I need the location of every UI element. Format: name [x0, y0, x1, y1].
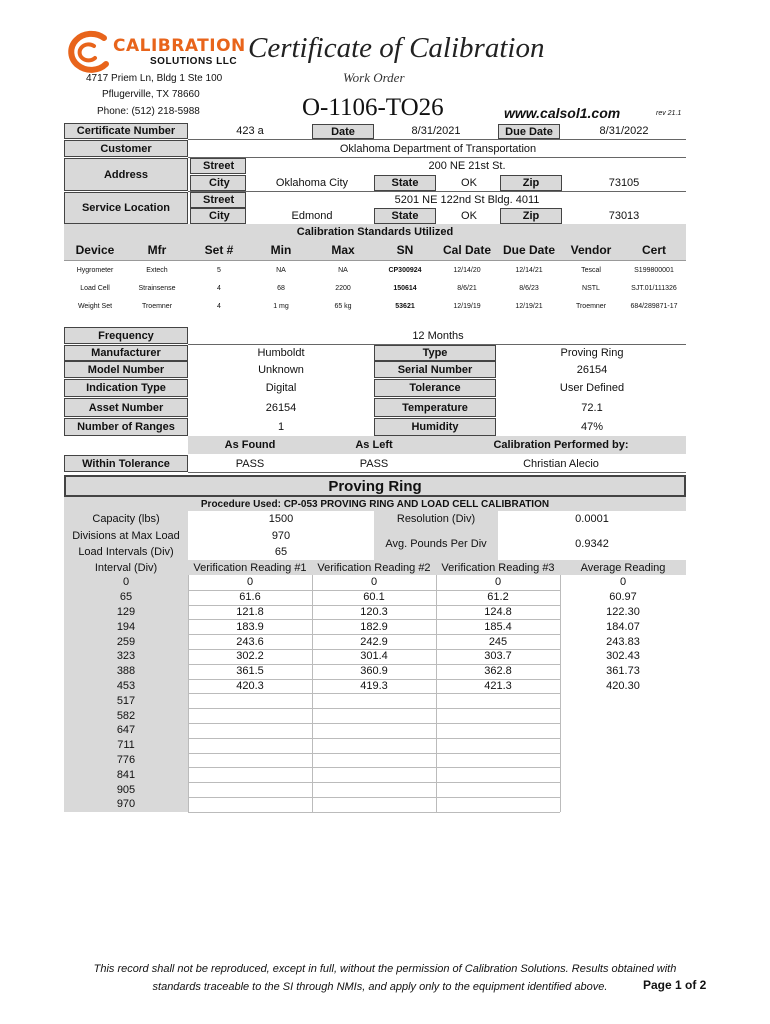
standards-cell: 12/14/20	[453, 266, 481, 274]
standards-cell: Tescal	[581, 266, 601, 274]
standards-cell: Extech	[146, 266, 168, 274]
interval-cell: 323	[64, 649, 188, 664]
cert-number-label: Certificate Number	[64, 123, 188, 139]
interval-cell: 453	[64, 679, 188, 694]
readings-header-cell: Interval (Div)	[64, 560, 188, 575]
as-left-value: PASS	[359, 457, 389, 470]
divisions-value: 970	[271, 529, 291, 542]
standards-cell: Weight Set	[77, 302, 113, 310]
interval-cell: 905	[64, 782, 188, 797]
standards-header-cell: Min	[270, 243, 292, 257]
readings-header-cell: Verification Reading #3	[436, 560, 560, 575]
reading-cell	[188, 753, 312, 768]
reading-cell: 0	[246, 576, 254, 589]
asset-label: Asset Number	[64, 398, 188, 417]
reading-cell	[560, 753, 686, 768]
interval-cell: 65	[64, 590, 188, 605]
avg-pounds-label: Avg. Pounds Per Div	[374, 527, 498, 560]
reading-cell	[312, 693, 436, 708]
interval-cell: 582	[64, 708, 188, 723]
standards-cell: Load Cell	[80, 284, 110, 292]
work-order-label: Work Order	[343, 70, 405, 85]
performed-by-label: Calibration Performed by:	[436, 436, 686, 454]
reading-cell: 61.6	[239, 591, 261, 604]
customer-label: Customer	[64, 140, 188, 157]
serial-label: Serial Number	[374, 361, 496, 378]
reading-cell	[312, 738, 436, 753]
interval-cell: 711	[64, 738, 188, 753]
reading-cell	[436, 693, 560, 708]
reading-cell: 183.9	[236, 620, 264, 633]
standards-cell: 8/6/21	[457, 284, 477, 292]
reading-cell	[436, 797, 560, 812]
reading-cell	[560, 797, 686, 812]
standards-header-cell: Vendor	[570, 243, 612, 257]
service-zip-value: 73013	[608, 210, 640, 222]
reading-cell	[188, 723, 312, 738]
standards-cell: 5	[217, 266, 221, 274]
standards-cell: 12/19/21	[515, 302, 543, 310]
standards-cell: 68	[277, 284, 285, 292]
standards-header-cell: Cal Date	[442, 243, 492, 257]
standards-cell: 8/6/23	[519, 284, 539, 292]
page-number: Page 1 of 2	[643, 978, 707, 992]
date-label: Date	[312, 124, 374, 139]
interval-cell: 129	[64, 605, 188, 620]
ranges-label: Number of Ranges	[64, 418, 188, 436]
reading-cell	[436, 723, 560, 738]
reading-cell: 419.3	[360, 679, 388, 692]
company-address-1: 4717 Priem Ln, Bldg 1 Ste 100	[86, 73, 223, 84]
reading-cell: 362.8	[484, 665, 512, 678]
certificate-title: Certificate of Calibration	[248, 32, 545, 64]
address-street-label: Street	[190, 158, 246, 174]
reading-cell: 60.1	[363, 591, 385, 604]
capacity-value: 1500	[268, 513, 294, 525]
reading-cell: 120.3	[360, 605, 388, 618]
logo-text: CALIBRATION	[113, 36, 246, 56]
service-city-value: Edmond	[291, 210, 333, 222]
readings-header-cell: Verification Reading #1	[188, 560, 312, 575]
standards-cell: NA	[338, 266, 348, 274]
reading-cell: 0	[619, 576, 627, 589]
interval-cell: 647	[64, 723, 188, 738]
reading-cell	[312, 753, 436, 768]
standards-cell: 150614	[393, 284, 417, 292]
interval-cell: 0	[64, 575, 188, 590]
reading-cell	[560, 693, 686, 708]
reading-cell	[436, 767, 560, 782]
standards-cell: 4	[217, 284, 221, 292]
reading-cell	[188, 738, 312, 753]
reading-cell: 302.43	[606, 650, 640, 663]
standards-cell: 53621	[395, 302, 415, 310]
standards-cell: 684/289871-17	[630, 302, 678, 310]
standards-cell: 2200	[335, 284, 351, 292]
reading-cell: 243.83	[606, 635, 640, 648]
reading-cell: 301.4	[360, 650, 388, 663]
service-state-label: State	[374, 208, 436, 224]
reading-cell: 245	[488, 635, 508, 648]
standards-header-cell: Due Date	[502, 243, 555, 257]
standards-header-cell: Mfr	[147, 243, 167, 257]
reading-cell	[312, 767, 436, 782]
reading-cell	[436, 708, 560, 723]
procedure-used: Procedure Used: CP-053 PROVING RING AND LOAD CELL CALIBRATION	[64, 497, 686, 511]
performed-by-value: Christian Alecio	[523, 457, 599, 470]
frequency-label: Frequency	[64, 327, 188, 344]
tolerance-value: User Defined	[559, 382, 625, 394]
standards-cell: 65 kg	[334, 302, 352, 310]
standards-cell: SJT.01/111326	[631, 284, 677, 292]
readings-header-cell: Verification Reading #2	[312, 560, 436, 575]
as-found-label: As Found	[188, 436, 312, 454]
reading-cell: 122.30	[606, 605, 640, 618]
reading-cell	[560, 767, 686, 782]
reading-cell: 182.9	[360, 620, 388, 633]
company-website[interactable]: www.calsol1.com	[504, 105, 621, 121]
revision-label: rev 21.1	[656, 110, 682, 117]
reading-cell: 421.3	[484, 679, 512, 692]
standards-header-cell: SN	[396, 243, 414, 257]
manufacturer-label: Manufacturer	[64, 345, 188, 361]
reading-cell	[312, 782, 436, 797]
frequency-value: 12 Months	[412, 329, 464, 342]
ranges-value: 1	[277, 421, 285, 433]
reading-cell: 121.8	[236, 605, 264, 618]
address-state-value: OK	[461, 177, 477, 189]
reading-cell: 302.2	[236, 650, 264, 663]
standards-header-cell: Max	[331, 243, 355, 257]
address-zip-label: Zip	[500, 175, 562, 191]
standards-cell: 12/14/21	[515, 266, 543, 274]
serial-value: 26154	[576, 363, 608, 376]
reading-cell	[312, 723, 436, 738]
load-intervals-value: 65	[274, 546, 288, 558]
interval-cell: 776	[64, 753, 188, 768]
indication-value: Digital	[265, 382, 297, 394]
reading-cell: 0	[494, 576, 502, 589]
interval-cell: 970	[64, 797, 188, 812]
reading-cell	[188, 693, 312, 708]
address-street-value: 200 NE 21st St.	[428, 160, 506, 172]
service-city-label: City	[190, 208, 246, 224]
reading-cell	[436, 738, 560, 753]
standards-header-cell: Cert	[641, 243, 666, 257]
date-value: 8/31/2021	[411, 125, 461, 137]
service-street-value: 5201 NE 122nd St Bldg. 4011	[394, 194, 540, 206]
as-found-value: PASS	[235, 457, 265, 470]
address-label: Address	[64, 158, 188, 191]
service-zip-label: Zip	[500, 208, 562, 224]
reading-cell: 185.4	[484, 620, 512, 633]
temperature-label: Temperature	[374, 398, 496, 417]
footer-disclaimer-2: standards traceable to the SI through NMIs, and apply only to the equipment identified above.	[152, 981, 608, 993]
standards-cell: NSTL	[582, 284, 600, 292]
reading-cell	[560, 782, 686, 797]
reading-cell: 361.73	[606, 665, 640, 678]
temperature-value: 72.1	[581, 401, 603, 414]
reading-cell: 184.07	[606, 620, 640, 633]
interval-cell: 259	[64, 634, 188, 649]
logo-subtext: SOLUTIONS LLC	[150, 56, 238, 67]
reading-cell: 361.5	[236, 665, 264, 678]
standards-cell: 12/19/19	[453, 302, 481, 310]
standards-cell: CP300924	[388, 266, 422, 274]
reading-cell: 420.30	[606, 679, 640, 692]
address-state-label: State	[374, 175, 436, 191]
service-location-label: Service Location	[64, 192, 188, 224]
reading-cell	[188, 767, 312, 782]
manufacturer-value: Humboldt	[257, 347, 305, 359]
footer-disclaimer-1: This record shall not be reproduced, except in full, without the permission of Calibration Solutions. Results obtained with	[93, 963, 677, 975]
service-state-value: OK	[461, 210, 477, 222]
type-label: Type	[374, 345, 496, 361]
reading-cell: 303.7	[484, 650, 512, 663]
within-tolerance-label: Within Tolerance	[64, 455, 188, 472]
reading-cell	[560, 708, 686, 723]
humidity-label: Humidity	[374, 418, 496, 436]
reading-cell: 124.8	[484, 605, 512, 618]
standards-cell: Strainsense	[138, 284, 176, 292]
reading-cell: 243.6	[236, 635, 264, 648]
reading-cell	[312, 797, 436, 812]
reading-cell	[560, 738, 686, 753]
humidity-value: 47%	[580, 421, 604, 433]
resolution-label: Resolution (Div)	[374, 511, 498, 527]
reading-cell: 420.3	[236, 679, 264, 692]
cert-number-value: 423 a	[236, 125, 264, 137]
address-city-value: Oklahoma City	[275, 177, 349, 189]
asset-value: 26154	[265, 401, 297, 414]
reading-cell	[188, 708, 312, 723]
divisions-label: Divisions at Max Load	[64, 527, 188, 544]
avg-pounds-value: 0.9342	[575, 537, 609, 550]
reading-cell	[312, 708, 436, 723]
company-logo-icon	[64, 30, 116, 74]
standards-title: Calibration Standards Utilized	[64, 224, 686, 240]
reading-cell: 0	[370, 576, 378, 589]
standards-cell: Hygrometer	[76, 266, 114, 274]
standards-cell: Troemner	[141, 302, 173, 310]
indication-label: Indication Type	[64, 379, 188, 397]
company-address-2: Pflugerville, TX 78660	[102, 89, 200, 100]
load-intervals-label: Load Intervals (Div)	[64, 544, 188, 560]
model-value: Unknown	[258, 363, 304, 376]
reading-cell	[188, 797, 312, 812]
standards-cell: NA	[276, 266, 286, 274]
due-date-value: 8/31/2022	[599, 125, 649, 137]
standards-cell: Troemner	[575, 302, 607, 310]
reading-cell	[188, 782, 312, 797]
as-left-label: As Left	[312, 436, 436, 454]
tolerance-label: Tolerance	[374, 379, 496, 397]
model-label: Model Number	[64, 361, 188, 378]
reading-cell	[560, 723, 686, 738]
type-value: Proving Ring	[560, 347, 624, 359]
proving-ring-title: Proving Ring	[64, 475, 686, 497]
standards-header-cell: Device	[75, 243, 115, 257]
work-order-number: O-1106-TO26	[302, 94, 444, 121]
standards-cell: S199800001	[634, 266, 674, 274]
interval-cell: 517	[64, 693, 188, 708]
capacity-label: Capacity (lbs)	[64, 511, 188, 527]
reading-cell: 360.9	[360, 665, 388, 678]
reading-cell	[436, 753, 560, 768]
standards-header-cell: Set #	[204, 243, 234, 257]
standards-cell: 4	[217, 302, 221, 310]
reading-cell: 61.2	[487, 591, 509, 604]
resolution-value: 0.0001	[575, 513, 609, 525]
reading-cell	[436, 782, 560, 797]
interval-cell: 388	[64, 664, 188, 679]
address-city-label: City	[190, 175, 246, 191]
standards-cell: 1 mg	[273, 302, 289, 310]
readings-header-cell: Average Reading	[560, 560, 686, 575]
company-phone: Phone: (512) 218-5988	[97, 106, 200, 117]
reading-cell: 242.9	[360, 635, 388, 648]
interval-cell: 841	[64, 767, 188, 782]
due-date-label: Due Date	[498, 124, 560, 139]
interval-cell: 194	[64, 619, 188, 634]
customer-value: Oklahoma Department of Transportation	[339, 142, 537, 155]
address-zip-value: 73105	[608, 177, 640, 189]
service-street-label: Street	[190, 192, 246, 208]
reading-cell: 60.97	[609, 591, 637, 604]
